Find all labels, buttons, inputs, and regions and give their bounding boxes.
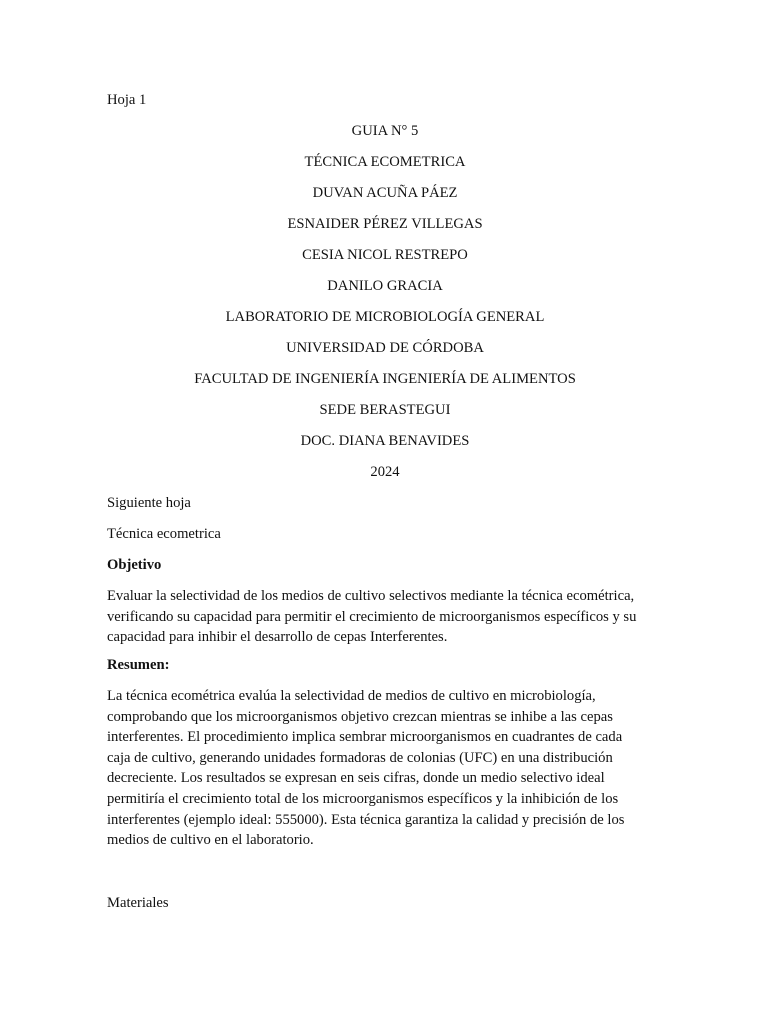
objective-line: Evaluar la selectividad de los medios de cultivo selectivos mediante la técnica ecométrica,: [107, 588, 635, 604]
cover-author-3: CESIA NICOL RESTREPO: [302, 247, 468, 263]
summary-line: interferentes. El procedimiento implica sembrar microorganismos en cuadrantes de cada: [107, 729, 623, 746]
cover-guide-number: GUIA N° 5: [351, 123, 419, 139]
objective-line: capacidad para inhibir el desarrollo de cepas Interferentes.: [107, 629, 448, 646]
summary-line: medios de cultivo en el laboratorio.: [107, 832, 314, 849]
sheet-label: Hoja 1: [107, 92, 147, 108]
cover-year: 2024: [370, 464, 400, 480]
next-sheet-label: Siguiente hoja: [107, 495, 191, 511]
cover-technique-title: TÉCNICA ECOMETRICA: [304, 154, 466, 170]
cover-faculty: FACULTAD DE INGENIERÍA INGENIERÍA DE ALIMENTOS: [194, 371, 576, 387]
summary-line: interferentes (ejemplo ideal: 555000). Esta técnica garantiza la calidad y precisión de los: [107, 811, 625, 828]
summary-line: La técnica ecométrica evalúa la selectividad de medios de cultivo en microbiología,: [107, 688, 596, 704]
objective-paragraph: [107, 586, 663, 648]
cover-author-2: ESNAIDER PÉREZ VILLEGAS: [287, 216, 483, 232]
cover-university: UNIVERSIDAD DE CÓRDOBA: [286, 340, 484, 356]
summary-heading: Resumen:: [107, 657, 170, 673]
cover-author-4: DANILO GRACIA: [327, 278, 443, 294]
materials-heading: Materiales: [107, 895, 169, 911]
cover-laboratory: LABORATORIO DE MICROBIOLOGÍA GENERAL: [225, 309, 545, 325]
technique-label: Técnica ecometrica: [107, 526, 221, 542]
summary-line: caja de cultivo, generando unidades formadoras de colonias (UFC) en una distribución: [107, 749, 613, 766]
cover-teacher: DOC. DIANA BENAVIDES: [300, 433, 470, 449]
cover-campus: SEDE BERASTEGUI: [319, 402, 451, 418]
objective-heading: Objetivo: [107, 557, 162, 573]
summary-line: permitiría el crecimiento total de los microorganismos específicos y la inhibición de los: [107, 790, 619, 807]
summary-paragraph: [107, 686, 663, 851]
summary-line: decreciente. Los resultados se expresan en seis cifras, donde un medio selectivo ideal: [107, 770, 605, 787]
cover-author-1: DUVAN ACUÑA PÁEZ: [312, 185, 458, 201]
objective-line: verificando su capacidad para permitir el crecimiento de microorganismos específicos y su: [107, 608, 637, 625]
summary-line: comprobando que los microorganismos objetivo crezcan mientras se inhibe a las cepas: [107, 708, 613, 725]
